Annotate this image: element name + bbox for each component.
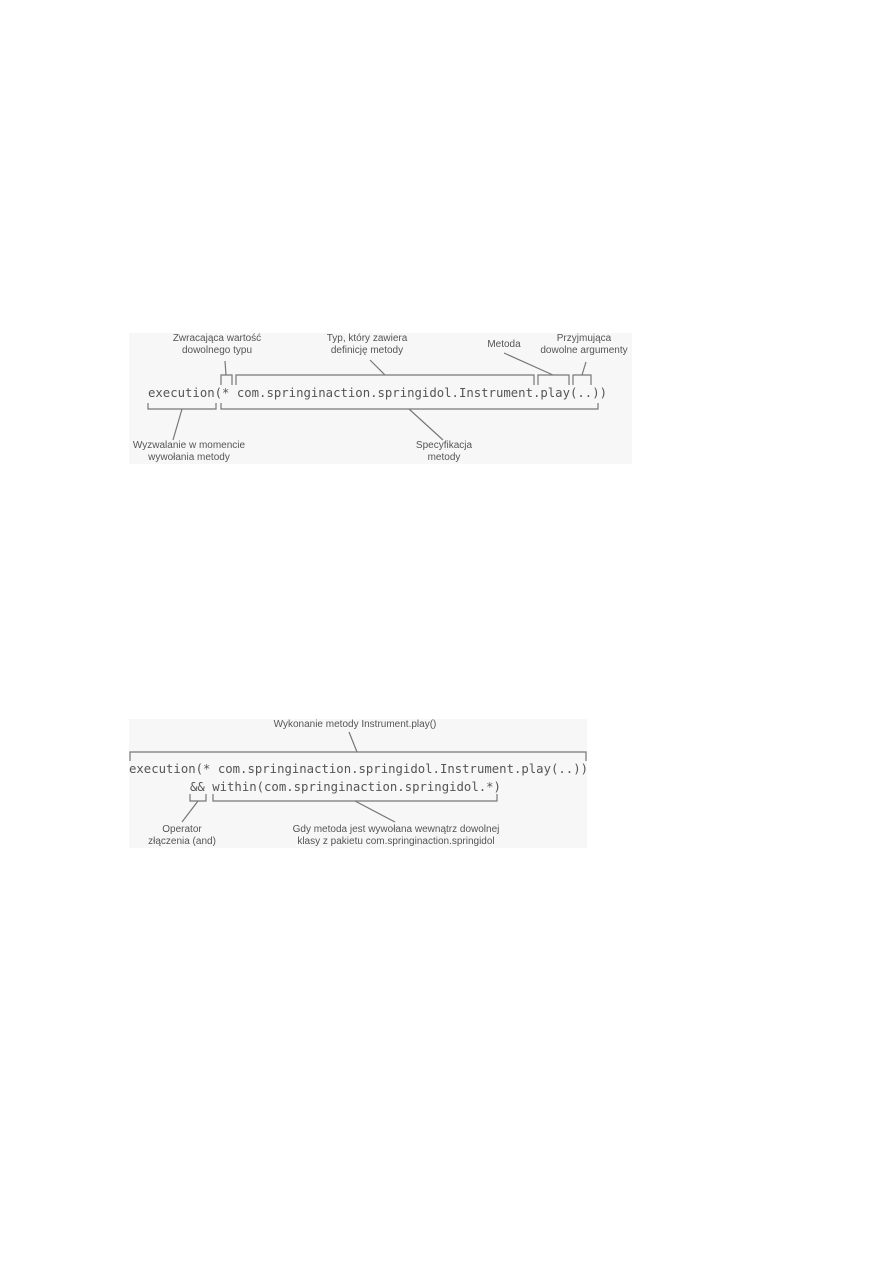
pointcut-expression-line1: execution(* com.springinaction.springidol.Instrument.play(..)) (129, 762, 589, 776)
arguments-label-line1: Przyjmująca (556, 333, 612, 344)
pointcut-execution-diagram (129, 333, 632, 464)
within-label-line2: klasy z pakietu com.springinaction.springidol (297, 836, 495, 847)
method-spec-bracket (221, 403, 598, 409)
method-leader (504, 353, 553, 375)
figure1-brackets (129, 333, 632, 464)
type-label-line2: definicję metody (330, 345, 404, 356)
return-type-label-line2: dowolnego typu (181, 345, 253, 356)
execution-leader (349, 732, 357, 752)
operator-bracket (190, 794, 206, 801)
trigger-label-line2: wywołania metody (148, 452, 230, 463)
pointcut-combined-diagram (129, 719, 587, 848)
method-label-line1: Metoda (487, 339, 521, 350)
pointcut-expression-line2: && within(com.springinaction.springidol.*) (190, 780, 501, 794)
operator-leader (182, 801, 198, 822)
trigger-leader (173, 409, 182, 440)
trigger-label-line1: Wyzwalanie w momencie (132, 440, 246, 451)
method-spec-label-line2: metody (427, 452, 461, 463)
execution-label-line1: Wykonanie metody Instrument.play() (273, 719, 437, 730)
method-bracket (538, 375, 569, 385)
within-bracket (213, 794, 497, 801)
figure2-brackets (129, 719, 587, 848)
within-label-line1: Gdy metoda jest wywołana wewnątrz dowolnej (292, 824, 500, 835)
operator-label-line1: Operator (162, 824, 202, 835)
pointcut-expression: execution(* com.springinaction.springidol.Instrument.play(..)) (148, 386, 608, 400)
return-type-bracket (221, 375, 232, 385)
arguments-bracket (573, 375, 591, 385)
method-spec-leader (409, 409, 443, 440)
trigger-bracket (148, 403, 216, 409)
return-type-label-line1: Zwracająca wartość (172, 333, 262, 344)
method-spec-label-line1: Specyfikacja (415, 440, 473, 451)
type-bracket (236, 375, 534, 385)
type-leader (370, 360, 385, 375)
type-label-line1: Typ, który zawiera (326, 333, 408, 344)
execution-bracket (130, 752, 586, 761)
return-type-leader (225, 361, 226, 375)
within-leader (355, 801, 395, 822)
arguments-label-line2: dowolne argumenty (540, 345, 628, 356)
operator-label-line2: złączenia (and) (148, 836, 216, 847)
arguments-leader (582, 362, 586, 375)
